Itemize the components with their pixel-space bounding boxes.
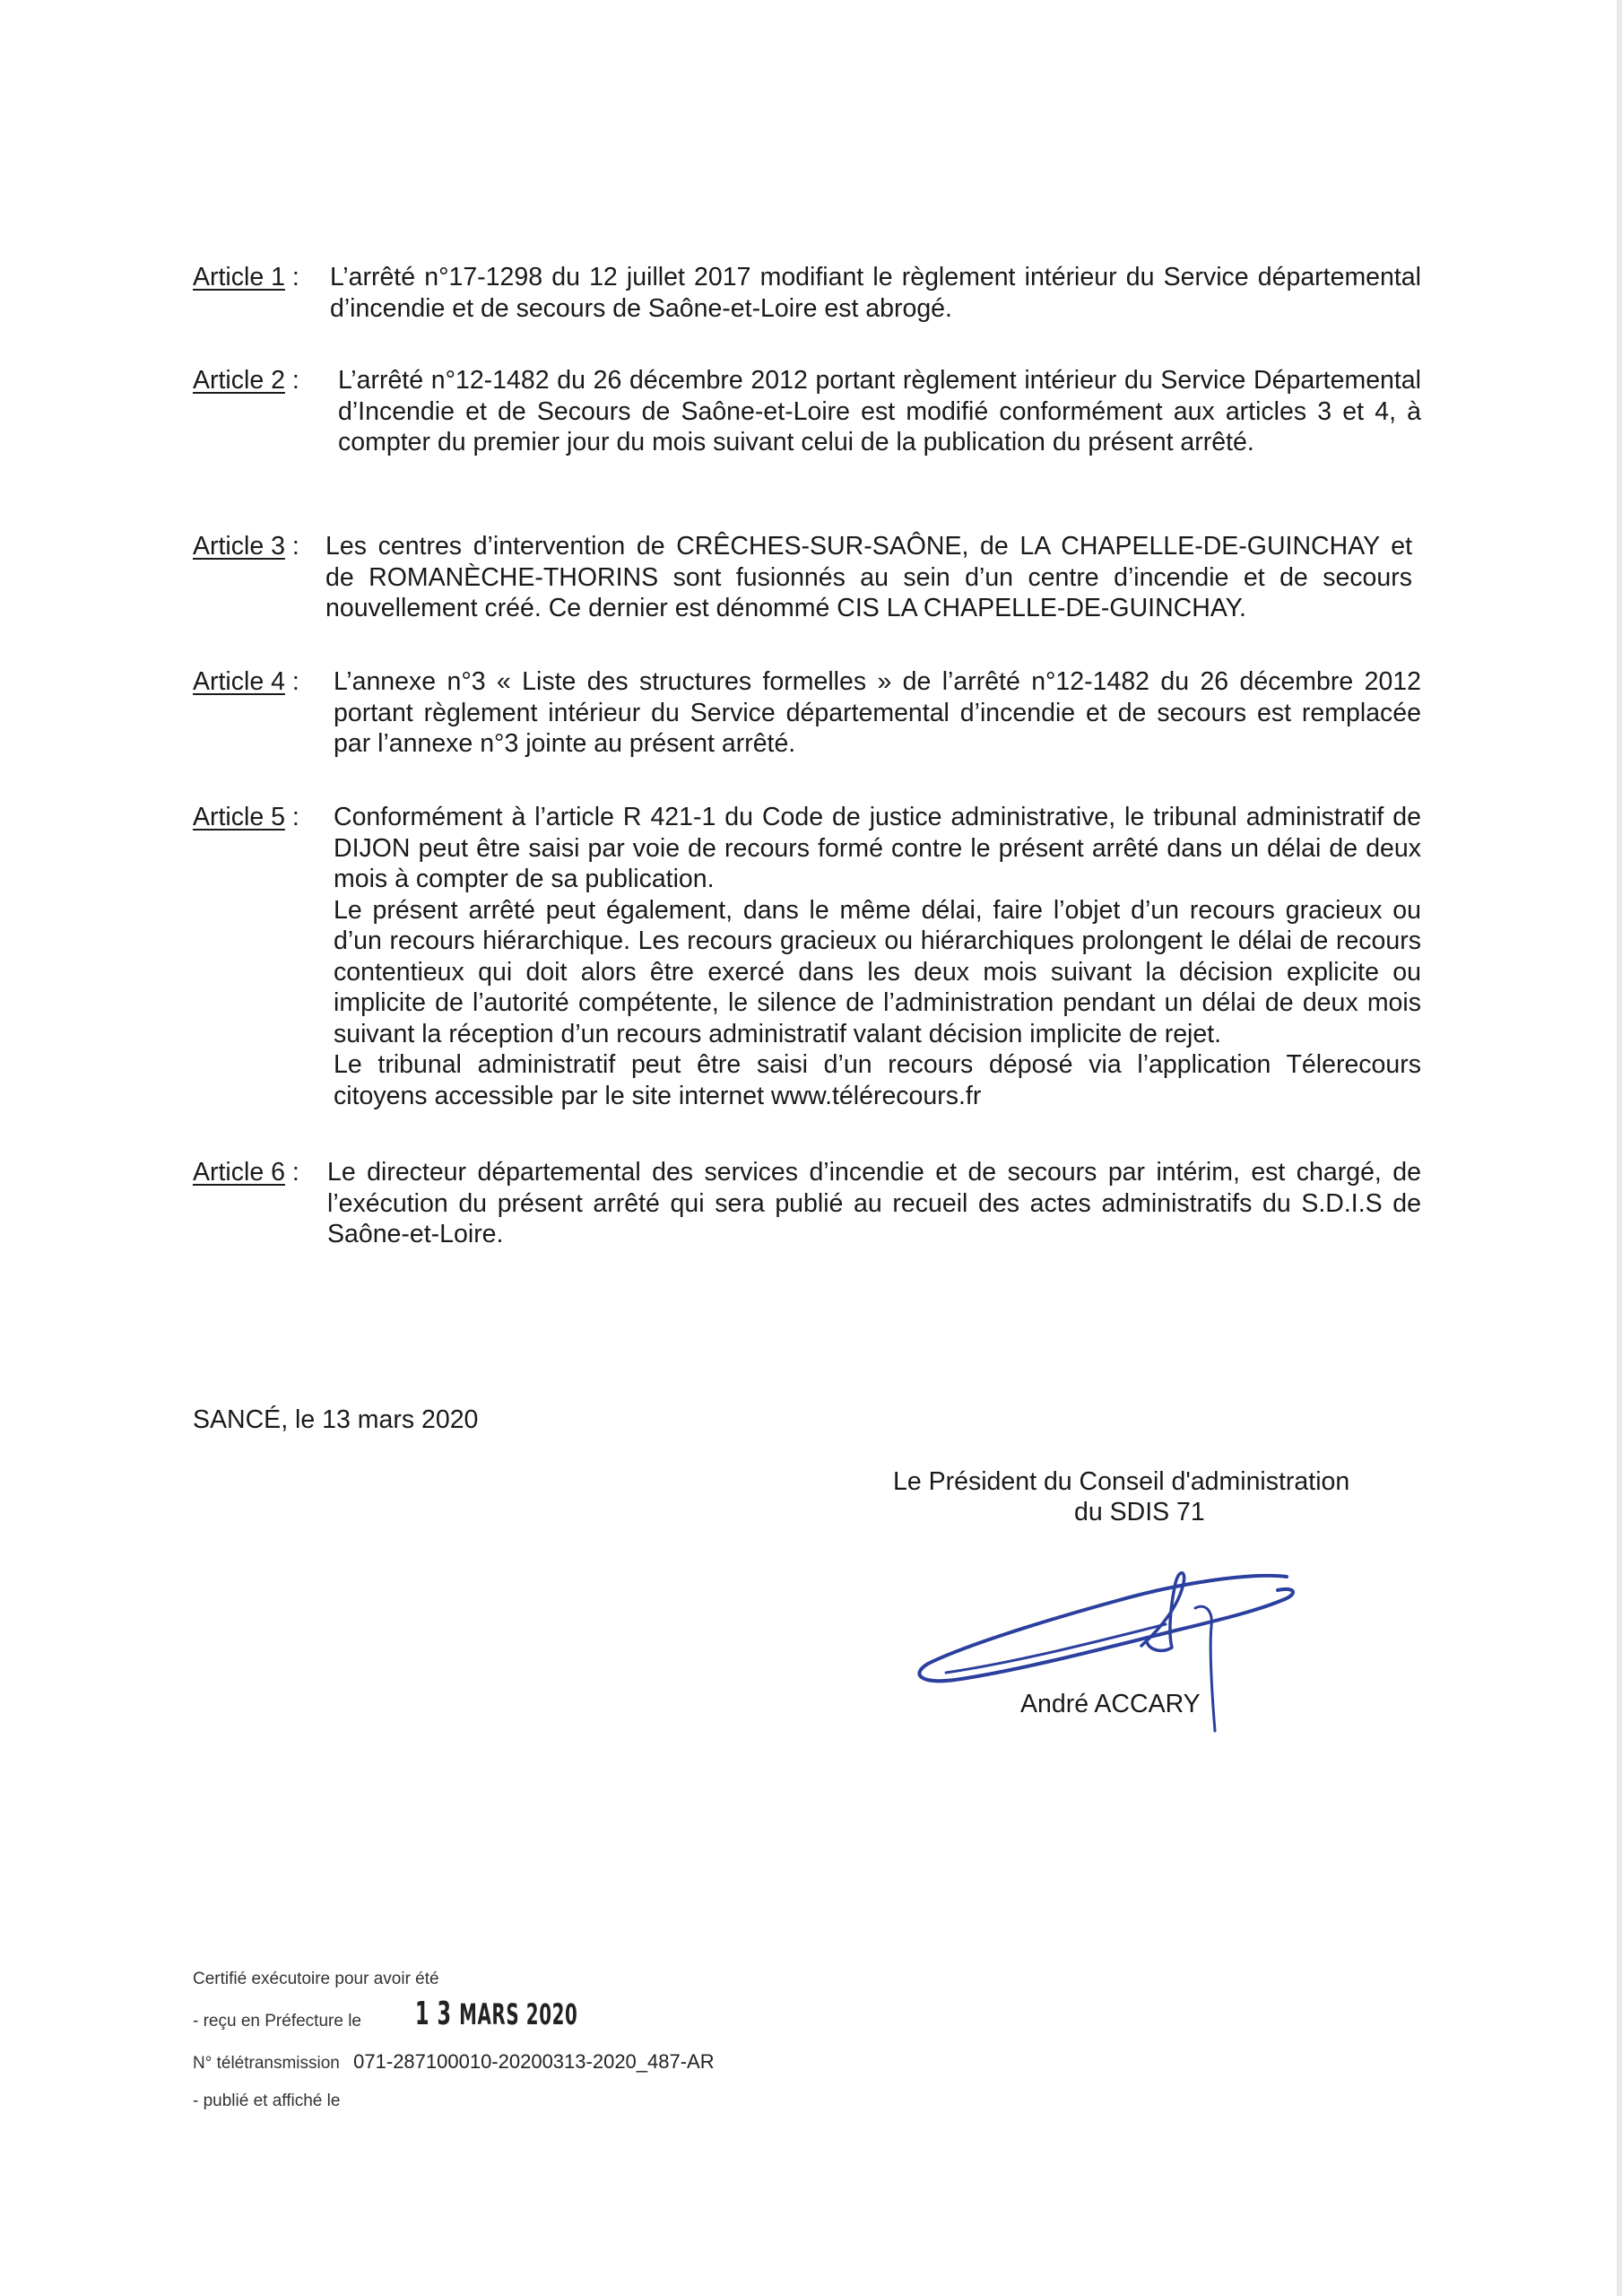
signatory-title-line-1: Le Président du Conseil d'administration	[893, 1467, 1350, 1496]
teletransmission-value: 071-287100010-20200313-2020_487-AR	[353, 2050, 715, 2073]
article-label: Article 1 :	[193, 263, 299, 291]
article-body	[325, 531, 1421, 624]
teletransmission-row	[193, 2050, 715, 2074]
signatory-title	[861, 1466, 1417, 1527]
article-label: Article 4 :	[193, 667, 299, 696]
article-body	[338, 365, 1421, 458]
page-edge	[1617, 0, 1622, 2296]
article-label: Article 6 :	[193, 1158, 299, 1187]
received-prefecture-label: - reçu en Préfecture le	[193, 2012, 361, 2031]
stamp-day: 1 3	[415, 1996, 452, 2032]
article-body	[327, 1157, 1421, 1250]
signatory-title-line-2: du SDIS 71	[1074, 1498, 1205, 1526]
article-label: Article 5 :	[193, 803, 299, 831]
article-paragraph: Le directeur départemental des services d’incendie et de secours par intérim, est chargé, de l’exécution du présent arrêté qui sera publié au recueil des actes administratifs du S.D.I.S de Saône-et-Loire.	[327, 1158, 1421, 1248]
article-body	[334, 802, 1421, 1111]
article-paragraph: Le tribunal administratif peut être saisi d’un recours déposé via l’application Télerecours citoyens accessible par le site internet www.télérecours.fr	[334, 1050, 1421, 1110]
article-paragraph: Le présent arrêté peut également, dans le même délai, faire l’objet d’un recours gracieux ou d’un recours hiérarchique. Les recours gracieux ou hiérarchiques prolongent le délai de recours contentieux qui doit alors être exercé dans les deux mois suivant la décision explicite ou implicite de l’autorité compétente, le silence de l’administration pendant un délai de deux mois suivant la réception d’un recours administratif valant décision implicite de rejet.	[334, 895, 1421, 1048]
article-paragraph: Conformément à l’article R 421-1 du Code de justice administrative, le tribunal administratif de DIJON peut être saisi par voie de recours formé contre le présent arrêté dans un délai de deux mois à compter de sa publication.	[334, 803, 1421, 893]
teletransmission-label: N° télétransmission	[193, 2054, 340, 2073]
published-label: - publié et affiché le	[193, 2092, 341, 2110]
stamp-month-year: MARS 2020	[459, 1997, 578, 2031]
received-date-stamp	[415, 1996, 577, 2032]
article-paragraph: L’arrêté n°17-1298 du 12 juillet 2017 modifiant le règlement intérieur du Service départemental d’incendie et de secours de Saône-et-Loire est abrogé.	[330, 263, 1421, 323]
article-label: Article 3 :	[193, 532, 299, 561]
article-label: Article 2 :	[193, 366, 299, 395]
article-paragraph: Les centres d’intervention de CRÊCHES-SUR-SAÔNE, de LA CHAPELLE-DE-GUINCHAY et de ROMANÈCHE-THORINS sont fusionnés au sein d’un centre d’incendie et de secours nouvellement créé. Ce dernier est dénommé CIS LA CHAPELLE-DE-GUINCHAY.	[325, 532, 1412, 622]
article-body	[330, 262, 1421, 324]
place-and-date: SANCÉ, le 13 mars 2020	[193, 1405, 479, 1434]
article-body	[334, 666, 1421, 760]
certification-heading: Certifié exécutoire pour avoir été	[193, 1970, 439, 1988]
signatory-name: André ACCARY	[1020, 1690, 1201, 1718]
article-paragraph: L’arrêté n°12-1482 du 26 décembre 2012 portant règlement intérieur du Service Départemental d’Incendie et de Secours de Saône-et-Loire est modifié conformément aux articles 3 et 4, à compter du premier jour du mois suivant celui de la publication du présent arrêté.	[338, 366, 1421, 457]
article-paragraph: L’annexe n°3 « Liste des structures formelles » de l’arrêté n°12-1482 du 26 décembre 2012 portant règlement intérieur du Service départemental d’incendie et de secours est remplacée par l’annexe n°3 jointe au présent arrêté.	[334, 667, 1421, 758]
